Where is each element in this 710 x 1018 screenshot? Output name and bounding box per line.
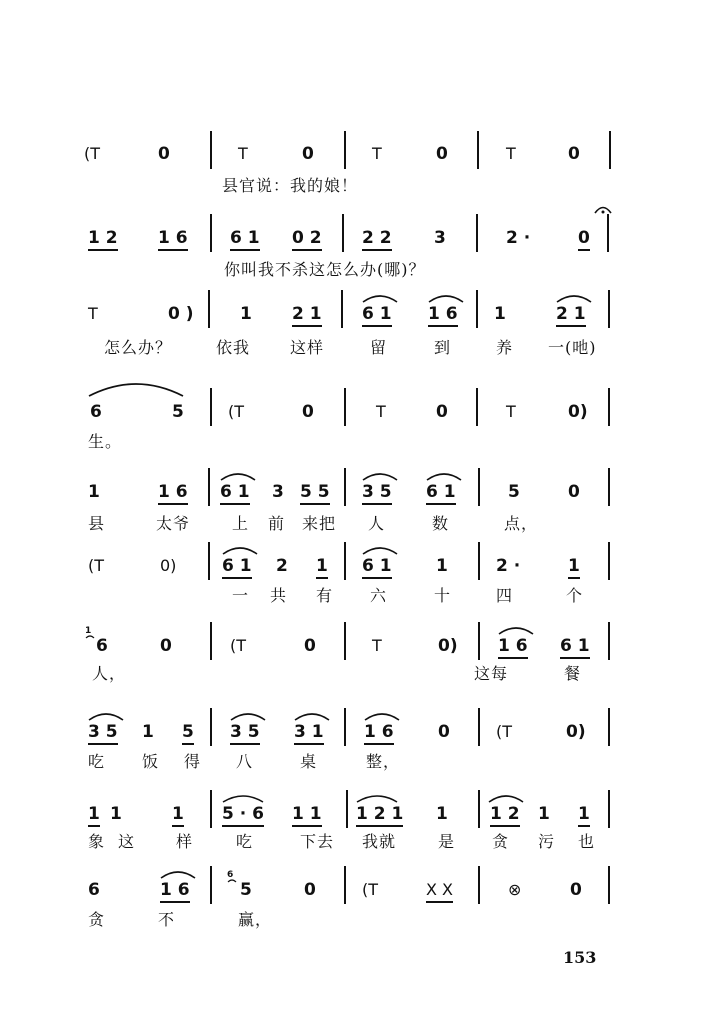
lyric: 餐 xyxy=(564,664,582,683)
note: 3 xyxy=(434,228,446,248)
note: (T xyxy=(230,636,247,655)
barline xyxy=(208,468,210,506)
note: 1 2 xyxy=(490,804,520,827)
note: 0) xyxy=(566,722,586,742)
lyric: 象 xyxy=(88,832,106,851)
slur-icon xyxy=(228,710,268,722)
system-5-notes xyxy=(0,482,710,522)
lyric: 饭 xyxy=(142,752,160,771)
note: 1 xyxy=(88,804,100,827)
lyric: 样 xyxy=(176,832,194,851)
note: 3 xyxy=(272,482,284,502)
barline xyxy=(478,468,480,506)
note: 1 6 xyxy=(428,304,458,327)
barline xyxy=(210,214,212,252)
lyric: 县 xyxy=(88,514,106,533)
note: 0 xyxy=(436,144,448,164)
slur-icon xyxy=(360,470,400,482)
note: 2 xyxy=(276,556,288,576)
lyric: 这样 xyxy=(290,338,325,357)
lyric: 桌 xyxy=(300,752,318,771)
barline xyxy=(478,622,480,660)
note: 5 · 6 xyxy=(222,804,264,827)
barline xyxy=(476,388,478,426)
note: 1 xyxy=(538,804,550,824)
slur-icon xyxy=(86,378,186,400)
note: 6 xyxy=(90,402,102,422)
lyric: 来把 xyxy=(302,514,337,533)
note: 0) xyxy=(568,402,588,422)
slur-icon xyxy=(220,544,260,556)
slur-icon xyxy=(426,292,466,304)
barline xyxy=(476,290,478,328)
barline xyxy=(608,290,610,328)
barline xyxy=(478,790,480,828)
note: 6 1 xyxy=(362,556,392,579)
barline xyxy=(344,622,346,660)
note: 2 · xyxy=(496,556,521,576)
barline xyxy=(476,214,478,252)
note: 1 6 xyxy=(498,636,528,659)
lyric: 怎么办？ xyxy=(104,338,173,357)
note: 0) xyxy=(438,636,458,656)
lyric: 到 xyxy=(434,338,452,357)
note: 0 xyxy=(578,228,590,251)
barline xyxy=(342,214,344,252)
barline xyxy=(608,468,610,506)
note: (T xyxy=(88,556,105,575)
barline xyxy=(608,542,610,580)
barline xyxy=(608,866,610,904)
note: 1 xyxy=(240,304,252,324)
barline xyxy=(344,542,346,580)
lyric: 是 xyxy=(438,832,456,851)
note: T xyxy=(506,402,516,421)
barline xyxy=(346,790,348,828)
note: 0 2 xyxy=(292,228,322,251)
barline xyxy=(608,708,610,746)
barline xyxy=(344,866,346,904)
slur-icon xyxy=(292,710,332,722)
lyric: 有 xyxy=(316,586,334,605)
barline xyxy=(208,290,210,328)
note: T xyxy=(238,144,248,163)
note: T xyxy=(372,144,382,163)
note: 2 · xyxy=(506,228,531,248)
note: (T xyxy=(496,722,513,741)
note: 0 xyxy=(304,880,316,900)
note: 1 6 xyxy=(160,880,190,903)
note: 0 xyxy=(304,636,316,656)
lyric: 你叫我不杀这怎么办(哪)？ xyxy=(224,260,426,279)
slur-icon xyxy=(362,710,402,722)
lyric: 点， xyxy=(504,514,539,533)
lyric: 个 xyxy=(566,586,584,605)
note: (T xyxy=(362,880,379,899)
barline xyxy=(344,388,346,426)
note: 5 5 xyxy=(300,482,330,505)
barline xyxy=(210,790,212,828)
note: 1 xyxy=(88,482,100,502)
lyric: 得 xyxy=(184,752,202,771)
note: 1 xyxy=(494,304,506,324)
lyric: 太爷 xyxy=(156,514,191,533)
barline xyxy=(609,131,611,169)
note: 1 6 xyxy=(158,482,188,505)
lyric: 十 xyxy=(434,586,452,605)
note: T xyxy=(88,304,98,323)
lyric: 前 xyxy=(268,514,286,533)
barline xyxy=(344,708,346,746)
note: ⊗ xyxy=(508,880,522,899)
note: 5 xyxy=(172,402,184,422)
lyric: 人， xyxy=(92,664,127,683)
slur-icon xyxy=(424,470,464,482)
note: T xyxy=(506,144,516,163)
barline xyxy=(608,622,610,660)
note: 0 xyxy=(568,144,580,164)
note: 6 1 xyxy=(230,228,260,251)
lyric: 也 xyxy=(578,832,596,851)
note: 1 xyxy=(578,804,590,827)
note: 0 xyxy=(568,482,580,502)
note: 0 xyxy=(436,402,448,422)
lyric: 数 xyxy=(432,514,450,533)
barline xyxy=(208,542,210,580)
note: (T xyxy=(84,144,101,163)
note: 0 xyxy=(302,402,314,422)
barline xyxy=(608,790,610,828)
svg-text:1: 1 xyxy=(85,626,92,636)
note: 6 1 xyxy=(220,482,250,505)
slur-icon xyxy=(360,544,400,556)
barline xyxy=(210,388,212,426)
note: 5 xyxy=(508,482,520,502)
system-6-notes xyxy=(0,556,710,596)
barline xyxy=(344,468,346,506)
lyric: 县官说：我的娘！ xyxy=(222,176,359,195)
slur-icon xyxy=(86,710,126,722)
barline xyxy=(478,708,480,746)
note: 6 1 xyxy=(560,636,590,659)
slur-icon xyxy=(220,792,266,804)
note: 6 1 xyxy=(222,556,252,579)
note: 6 1 xyxy=(426,482,456,505)
note: 1 6 xyxy=(158,228,188,251)
note: X X xyxy=(426,880,453,903)
lyric: 吃 xyxy=(236,832,254,851)
note: 6 xyxy=(88,880,100,900)
grace-note-icon xyxy=(226,868,238,886)
barline xyxy=(344,131,346,169)
lyric: 不 xyxy=(158,910,176,929)
lyric: 这 xyxy=(118,832,136,851)
lyric: 下去 xyxy=(300,832,335,851)
slur-icon xyxy=(158,868,198,880)
barline xyxy=(607,214,609,252)
lyric: 贪 xyxy=(88,910,106,929)
fermata-icon xyxy=(592,202,614,216)
lyric: 六 xyxy=(370,586,388,605)
system-9-notes xyxy=(0,804,710,844)
barline xyxy=(341,290,343,328)
note: 3 1 xyxy=(294,722,324,745)
barline xyxy=(210,866,212,904)
note: 5 xyxy=(182,722,194,745)
lyric: 共 xyxy=(270,586,288,605)
barline xyxy=(210,622,212,660)
note: (T xyxy=(228,402,245,421)
lyric: 污 xyxy=(538,832,556,851)
note: T xyxy=(372,636,382,655)
note: 0 xyxy=(438,722,450,742)
slur-icon xyxy=(360,292,400,304)
lyric: 依我 xyxy=(216,338,251,357)
barline xyxy=(477,131,479,169)
note: 1 xyxy=(142,722,154,742)
note: 3 5 xyxy=(88,722,118,745)
system-8-notes xyxy=(0,722,710,762)
note: 1 2 1 xyxy=(356,804,403,827)
lyric: 留 xyxy=(370,338,388,357)
slur-icon xyxy=(486,792,526,804)
slur-icon xyxy=(354,792,400,804)
note: 3 5 xyxy=(362,482,392,505)
system-10-notes xyxy=(0,870,710,920)
lyric: 这每 xyxy=(474,664,509,683)
lyric: 吃 xyxy=(88,752,106,771)
note: 2 1 xyxy=(292,304,322,327)
note: 3 5 xyxy=(230,722,260,745)
note: 0 ) xyxy=(168,304,194,324)
note: 1 2 xyxy=(88,228,118,251)
lyric: 一 xyxy=(232,586,250,605)
note: 2 1 xyxy=(556,304,586,327)
slur-icon xyxy=(554,292,594,304)
note: 0 xyxy=(158,144,170,164)
barline xyxy=(210,131,212,169)
lyric: 生。 xyxy=(88,432,123,451)
lyric: 养 xyxy=(496,338,514,357)
note: 1 xyxy=(110,804,122,824)
note: 1 xyxy=(568,556,580,579)
lyric: 一(吔) xyxy=(548,338,597,357)
barline xyxy=(478,542,480,580)
slur-icon xyxy=(496,624,536,636)
lyric: 赢， xyxy=(238,910,273,929)
barline xyxy=(210,708,212,746)
barline xyxy=(608,388,610,426)
lyric: 八 xyxy=(236,752,254,771)
svg-text:6: 6 xyxy=(227,870,234,880)
barline xyxy=(478,866,480,904)
note: 0 xyxy=(302,144,314,164)
lyric: 整， xyxy=(366,752,401,771)
note: 1 xyxy=(436,556,448,576)
slur-icon xyxy=(218,470,258,482)
note: 1 xyxy=(436,804,448,824)
note: 1 xyxy=(172,804,184,827)
lyric: 人 xyxy=(368,514,386,533)
lyric: 四 xyxy=(496,586,514,605)
lyric: 贪 xyxy=(492,832,510,851)
note: 6 xyxy=(96,636,108,656)
note: 0 xyxy=(160,636,172,656)
lyric: 上 xyxy=(232,514,250,533)
note: T xyxy=(376,402,386,421)
note: 1 6 xyxy=(364,722,394,745)
page-number: 153 xyxy=(563,948,597,967)
note: 2 2 xyxy=(362,228,392,251)
note: 0) xyxy=(160,556,177,575)
grace-note-icon xyxy=(84,624,96,642)
note: 1 1 xyxy=(292,804,322,827)
lyric: 我就 xyxy=(362,832,397,851)
note: 5 xyxy=(240,880,252,900)
note: 1 xyxy=(316,556,328,579)
note: 6 1 xyxy=(362,304,392,327)
note: 0 xyxy=(570,880,582,900)
